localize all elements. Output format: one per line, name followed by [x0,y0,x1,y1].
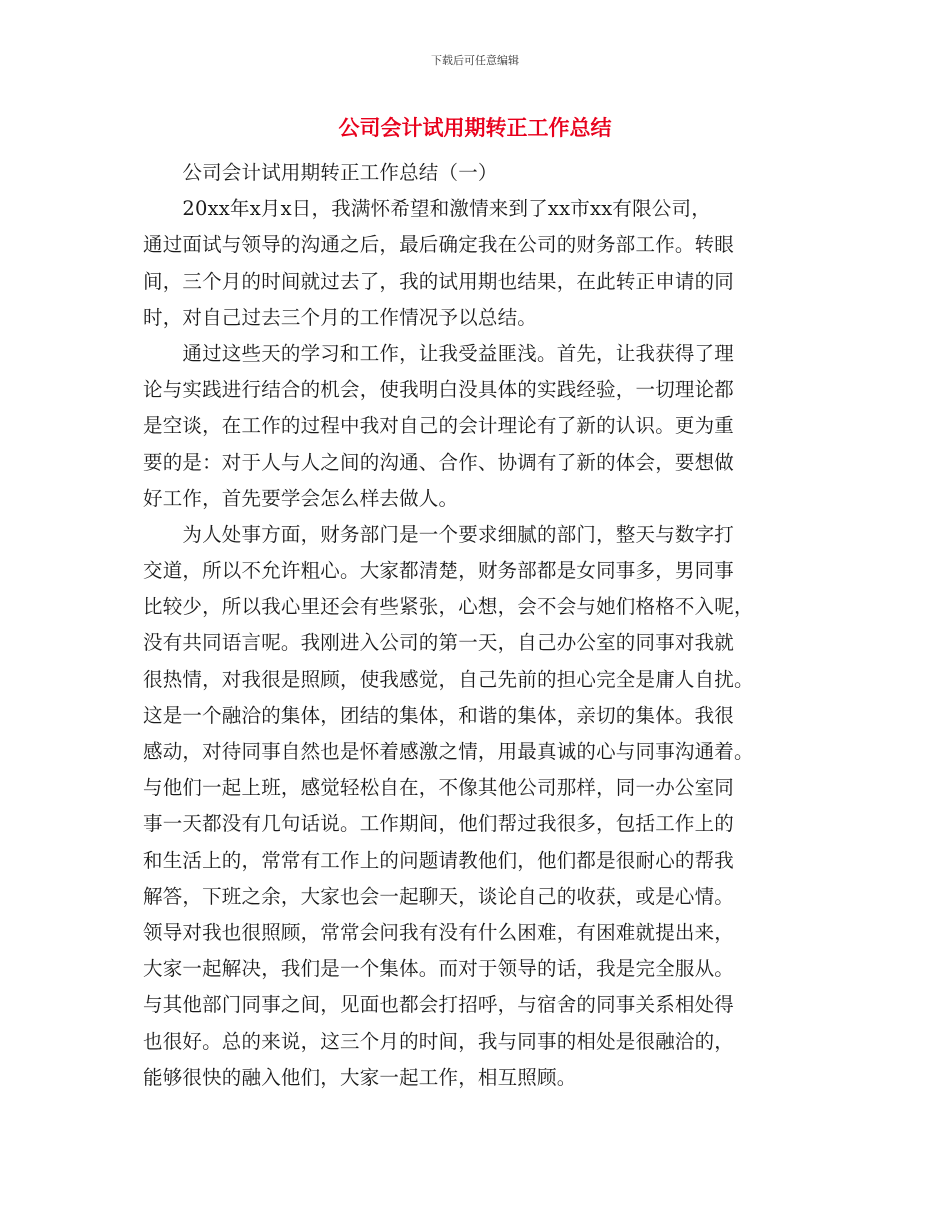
body-line: 论与实践进行结合的机会，使我明白没具体的实践经验，一切理论都 [143,378,735,402]
body-line: 也很好。总的来说，这三个月的时间，我与同事的相处是很融洽的， [143,1029,735,1053]
body-line: 交道，所以不允许粗心。大家都清楚，财务部都是女同事多，男同事 [143,559,735,583]
body-line: 和生活上的，常常有工作上的问题请教他们，他们都是很耐心的帮我 [143,848,735,872]
document-title: 公司会计试用期转正工作总结 [338,116,612,140]
body-line: 是空谈，在工作的过程中我对自己的会计理论有了新的认识。更为重 [143,414,735,438]
body-line: 大家一起解决，我们是一个集体。而对于领导的话，我是完全服从。 [143,957,735,981]
body-line: 间，三个月的时间就过去了，我的试用期也结果，在此转正申请的同 [143,269,735,293]
body-line: 没有共同语言呢。我刚进入公司的第一天，自己办公室的同事对我就 [143,631,735,655]
body-line: 好工作，首先要学会怎么样去做人。 [143,486,459,510]
body-line: 公司会计试用期转正工作总结（一） [143,161,498,184]
body-line: 事一天都没有几句话说。工作期间，他们帮过我很多，包括工作上的 [143,812,735,836]
document-body [143,155,808,1096]
body-line: 感动，对待同事自然也是怀着感激之情，用最真诚的心与同事沟通着。 [143,740,754,763]
body-line: 很热情，对我很是照顾，使我感觉，自己先前的担心完全是庸人自扰。 [143,667,754,691]
body-line: 能够很快的融入他们，大家一起工作，相互照顾。 [143,1065,577,1089]
body-line: 这是一个融洽的集体，团结的集体，和谐的集体，亲切的集体。我很 [143,703,735,727]
body-line: 要的是：对于人与人之间的沟通、合作、协调有了新的体会，要想做 [143,450,735,474]
body-line: 与他们一起上班，感觉轻松自在，不像其他公司那样，同一办公室同 [143,776,735,800]
body-line: 20xx年x月x日，我满怀希望和激情来到了xx市xx有限公司， [143,197,711,221]
body-line: 领导对我也很照顾，常常会问我有没有什么困难，有困难就提出来， [143,920,735,944]
body-line: 为人处事方面，财务部门是一个要求细腻的部门，整天与数字打 [143,522,735,546]
body-line: 通过这些天的学习和工作，让我受益匪浅。首先，让我获得了理 [143,341,735,365]
header-note: 下载后可任意编辑 [431,54,519,67]
body-line: 通过面试与领导的沟通之后，最后确定我在公司的财务部工作。转眼 [143,233,735,257]
body-line: 与其他部门同事之间，见面也都会打招呼，与宿舍的同事关系相处得 [143,993,735,1017]
body-line: 时，对自己过去三个月的工作情况予以总结。 [143,305,538,329]
body-line: 解答，下班之余，大家也会一起聊天，谈论自己的收获，或是心情。 [143,884,735,908]
body-line: 比较少，所以我心里还会有些紧张，心想，会不会与她们格格不入呢， [143,595,754,619]
